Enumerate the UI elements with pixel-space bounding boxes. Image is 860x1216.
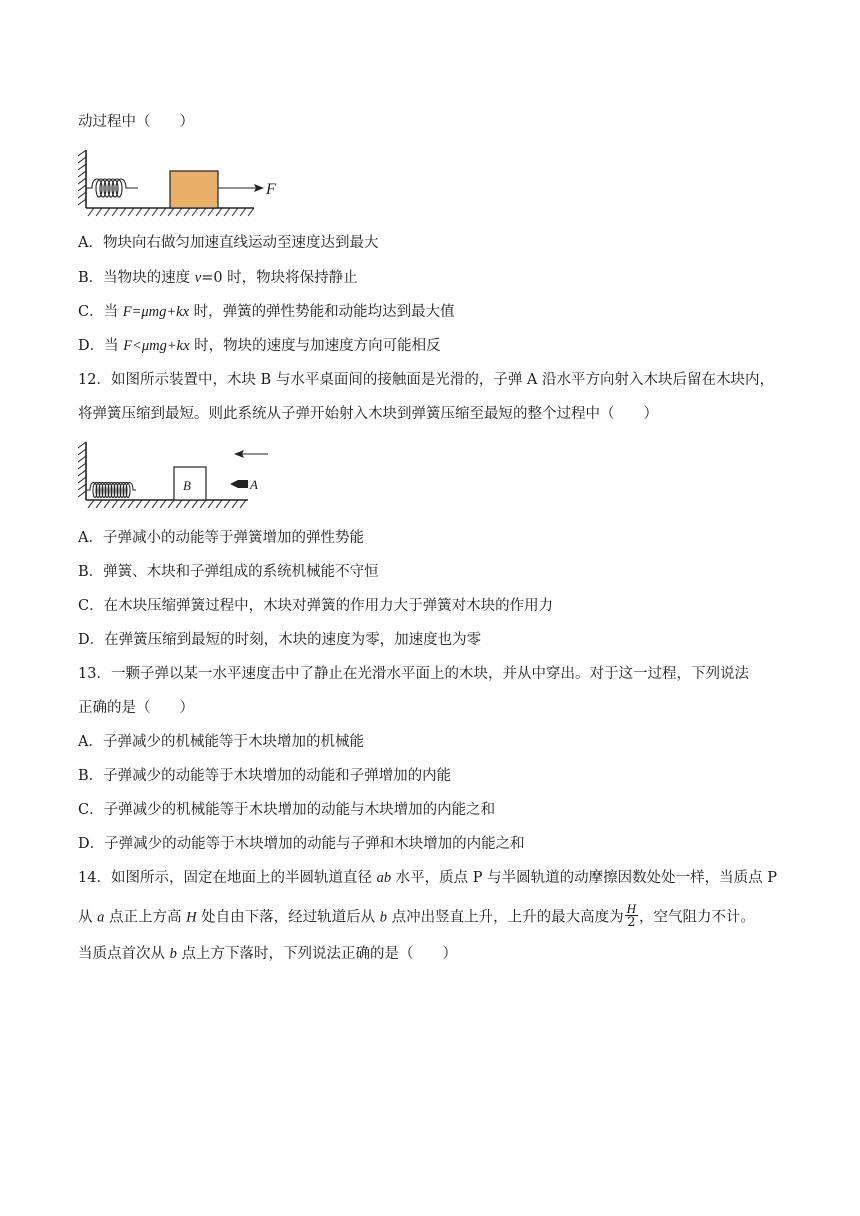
q13-stem-line1: 13．一颗子弹以某一水平速度击中了静止在光滑水平面上的木块，并从中穿出。对于这一过程，下列说法 bbox=[78, 666, 749, 682]
q13-option-c: C．子弹减少的机械能等于木块增加的动能与木块增加的内能之和 bbox=[78, 802, 496, 818]
q11-option-c: C．当 F=μmg+kx 时，弹簧的弹性势能和动能均达到最大值 bbox=[78, 304, 455, 320]
q13-option-a: A．子弹减少的机械能等于木块增加的机械能 bbox=[78, 734, 364, 750]
q12-stem-line2: 将弹簧压缩到最短。则此系统从子弹开始射入木块到弹簧压缩至最短的整个过程中（ ） bbox=[78, 406, 658, 422]
q12-option-c: C．在木块压缩弹簧过程中，木块对弹簧的作用力大于弹簧对木块的作用力 bbox=[78, 598, 554, 614]
q11-option-a: A．物块向右做匀加速直线运动至速度达到最大 bbox=[78, 235, 379, 251]
q14-stem-line2: 从 a 点正上方高 H 处自由下落，经过轨道后从 b 点冲出竖直上升，上升的最大高度为 $\frac{H}{2}$ ，空气阻力不计。 bbox=[78, 901, 756, 930]
fraction-h-over-2: $\frac{H}{2}$ bbox=[626, 901, 637, 930]
q11-stem-tail: 动过程中（ ） bbox=[78, 114, 194, 130]
q13-stem-line2: 正确的是（ ） bbox=[78, 700, 194, 716]
q14-stem-line3: 当质点首次从 b 点上方下落时，下列说法正确的是（ ） bbox=[78, 946, 457, 962]
q13-option-d: D．子弹减少的动能等于木块增加的动能与子弹和木块增加的内能之和 bbox=[78, 836, 525, 852]
q12-option-a: A．子弹减小的动能等于弹簧增加的弹性势能 bbox=[78, 530, 364, 546]
figure-spring-block-bullet bbox=[78, 440, 268, 512]
q12-option-b: B．弹簧、木块和子弹组成的系统机械能不守恒 bbox=[78, 564, 379, 580]
q11-option-d: D．当 F<μmg+kx 时，物块的速度与加速度方向可能相反 bbox=[78, 338, 441, 354]
figure-spring-block-force bbox=[78, 148, 288, 218]
q13-option-b: B．子弹减少的动能等于木块增加的动能和子弹增加的内能 bbox=[78, 768, 452, 784]
q12-stem-line1: 12．如图所示装置中，木块 B 与水平桌面间的接触面是光滑的，子弹 A 沿水平方向射入木块后留在木块内， bbox=[78, 372, 775, 388]
q14-stem-line1: 14．如图所示，固定在地面上的半圆轨道直径 ab 水平，质点 P 与半圆轨道的动摩擦因数处处一样，当质点 P bbox=[78, 870, 778, 886]
block-b-label: B bbox=[183, 478, 191, 493]
bullet-a-label: A bbox=[250, 477, 258, 492]
q12-option-d: D．在弹簧压缩到最短的时刻，木块的速度为零，加速度也为零 bbox=[78, 632, 482, 648]
q11-option-b: B．当物块的速度 v=0 时，物块将保持静止 bbox=[78, 270, 358, 286]
force-label: F bbox=[266, 181, 276, 198]
